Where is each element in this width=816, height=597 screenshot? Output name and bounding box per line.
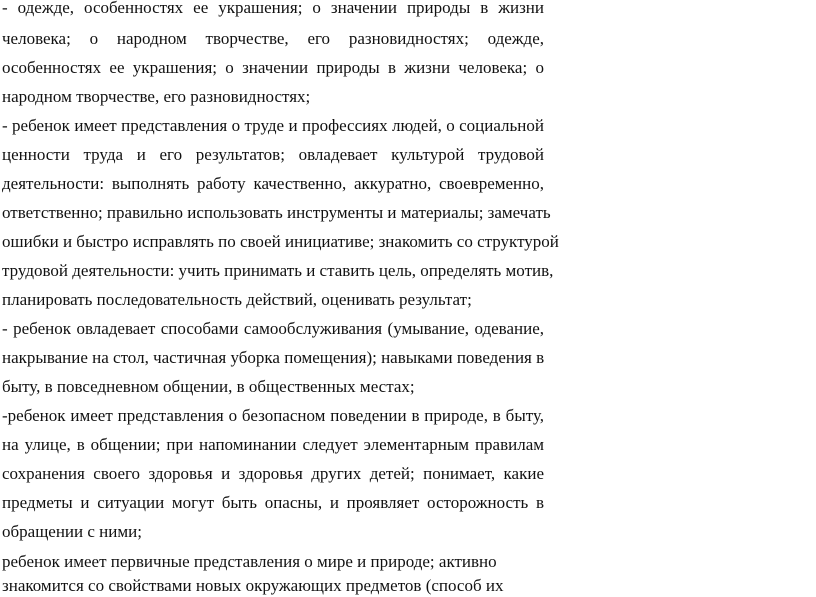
text-line: ошибки и быстро исправлять по своей инициативе; знакомить со структурой [2, 232, 559, 251]
text-line: предметы и ситуации могут быть опасны, и проявляет осторожность в [2, 493, 544, 512]
text-line: - ребенок имеет представления о труде и профессиях людей, о социальной [2, 116, 544, 135]
text-line: ребенок имеет первичные представления о мире и природе; активно [2, 552, 497, 571]
text-line: трудовой деятельности: учить принимать и ставить цель, определять мотив, [2, 261, 554, 280]
text-line: - одежде, особенностях ее украшения; о значении природы в жизни [2, 0, 544, 17]
text-line: деятельности: выполнять работу качественно, аккуратно, своевременно, [2, 174, 544, 193]
text-line: народном творчестве, его разновидностях; [2, 87, 311, 106]
text-line: сохранения своего здоровья и здоровья других детей; понимает, какие [2, 464, 544, 483]
text-line: ответственно; правильно использовать инструменты и материалы; замечать [2, 203, 551, 222]
text-line: ценности труда и его результатов; овладевает культурой трудовой [2, 145, 544, 164]
text-line: -ребенок имеет представления о безопасном поведении в природе, в быту, [2, 406, 544, 425]
text-line: человека; о народном творчестве, его разновидностях; одежде, [2, 29, 544, 48]
text-line: обращении с ними; [2, 522, 142, 541]
text-line: - ребенок овладевает способами самообслуживания (умывание, одевание, [2, 319, 544, 338]
text-line: особенностях ее украшения; о значении природы в жизни человека; о [2, 58, 544, 77]
text-line: на улице, в общении; при напоминании следует элементарным правилам [2, 435, 544, 454]
text-line: накрывание на стол, частичная уборка помещения); навыками поведения в [2, 348, 545, 367]
text-line: планировать последовательность действий, оценивать результат; [2, 290, 472, 309]
text-line: быту, в повседневном общении, в общественных местах; [2, 377, 415, 396]
text-line: знакомится со свойствами новых окружающих предметов (способ их [2, 576, 504, 595]
